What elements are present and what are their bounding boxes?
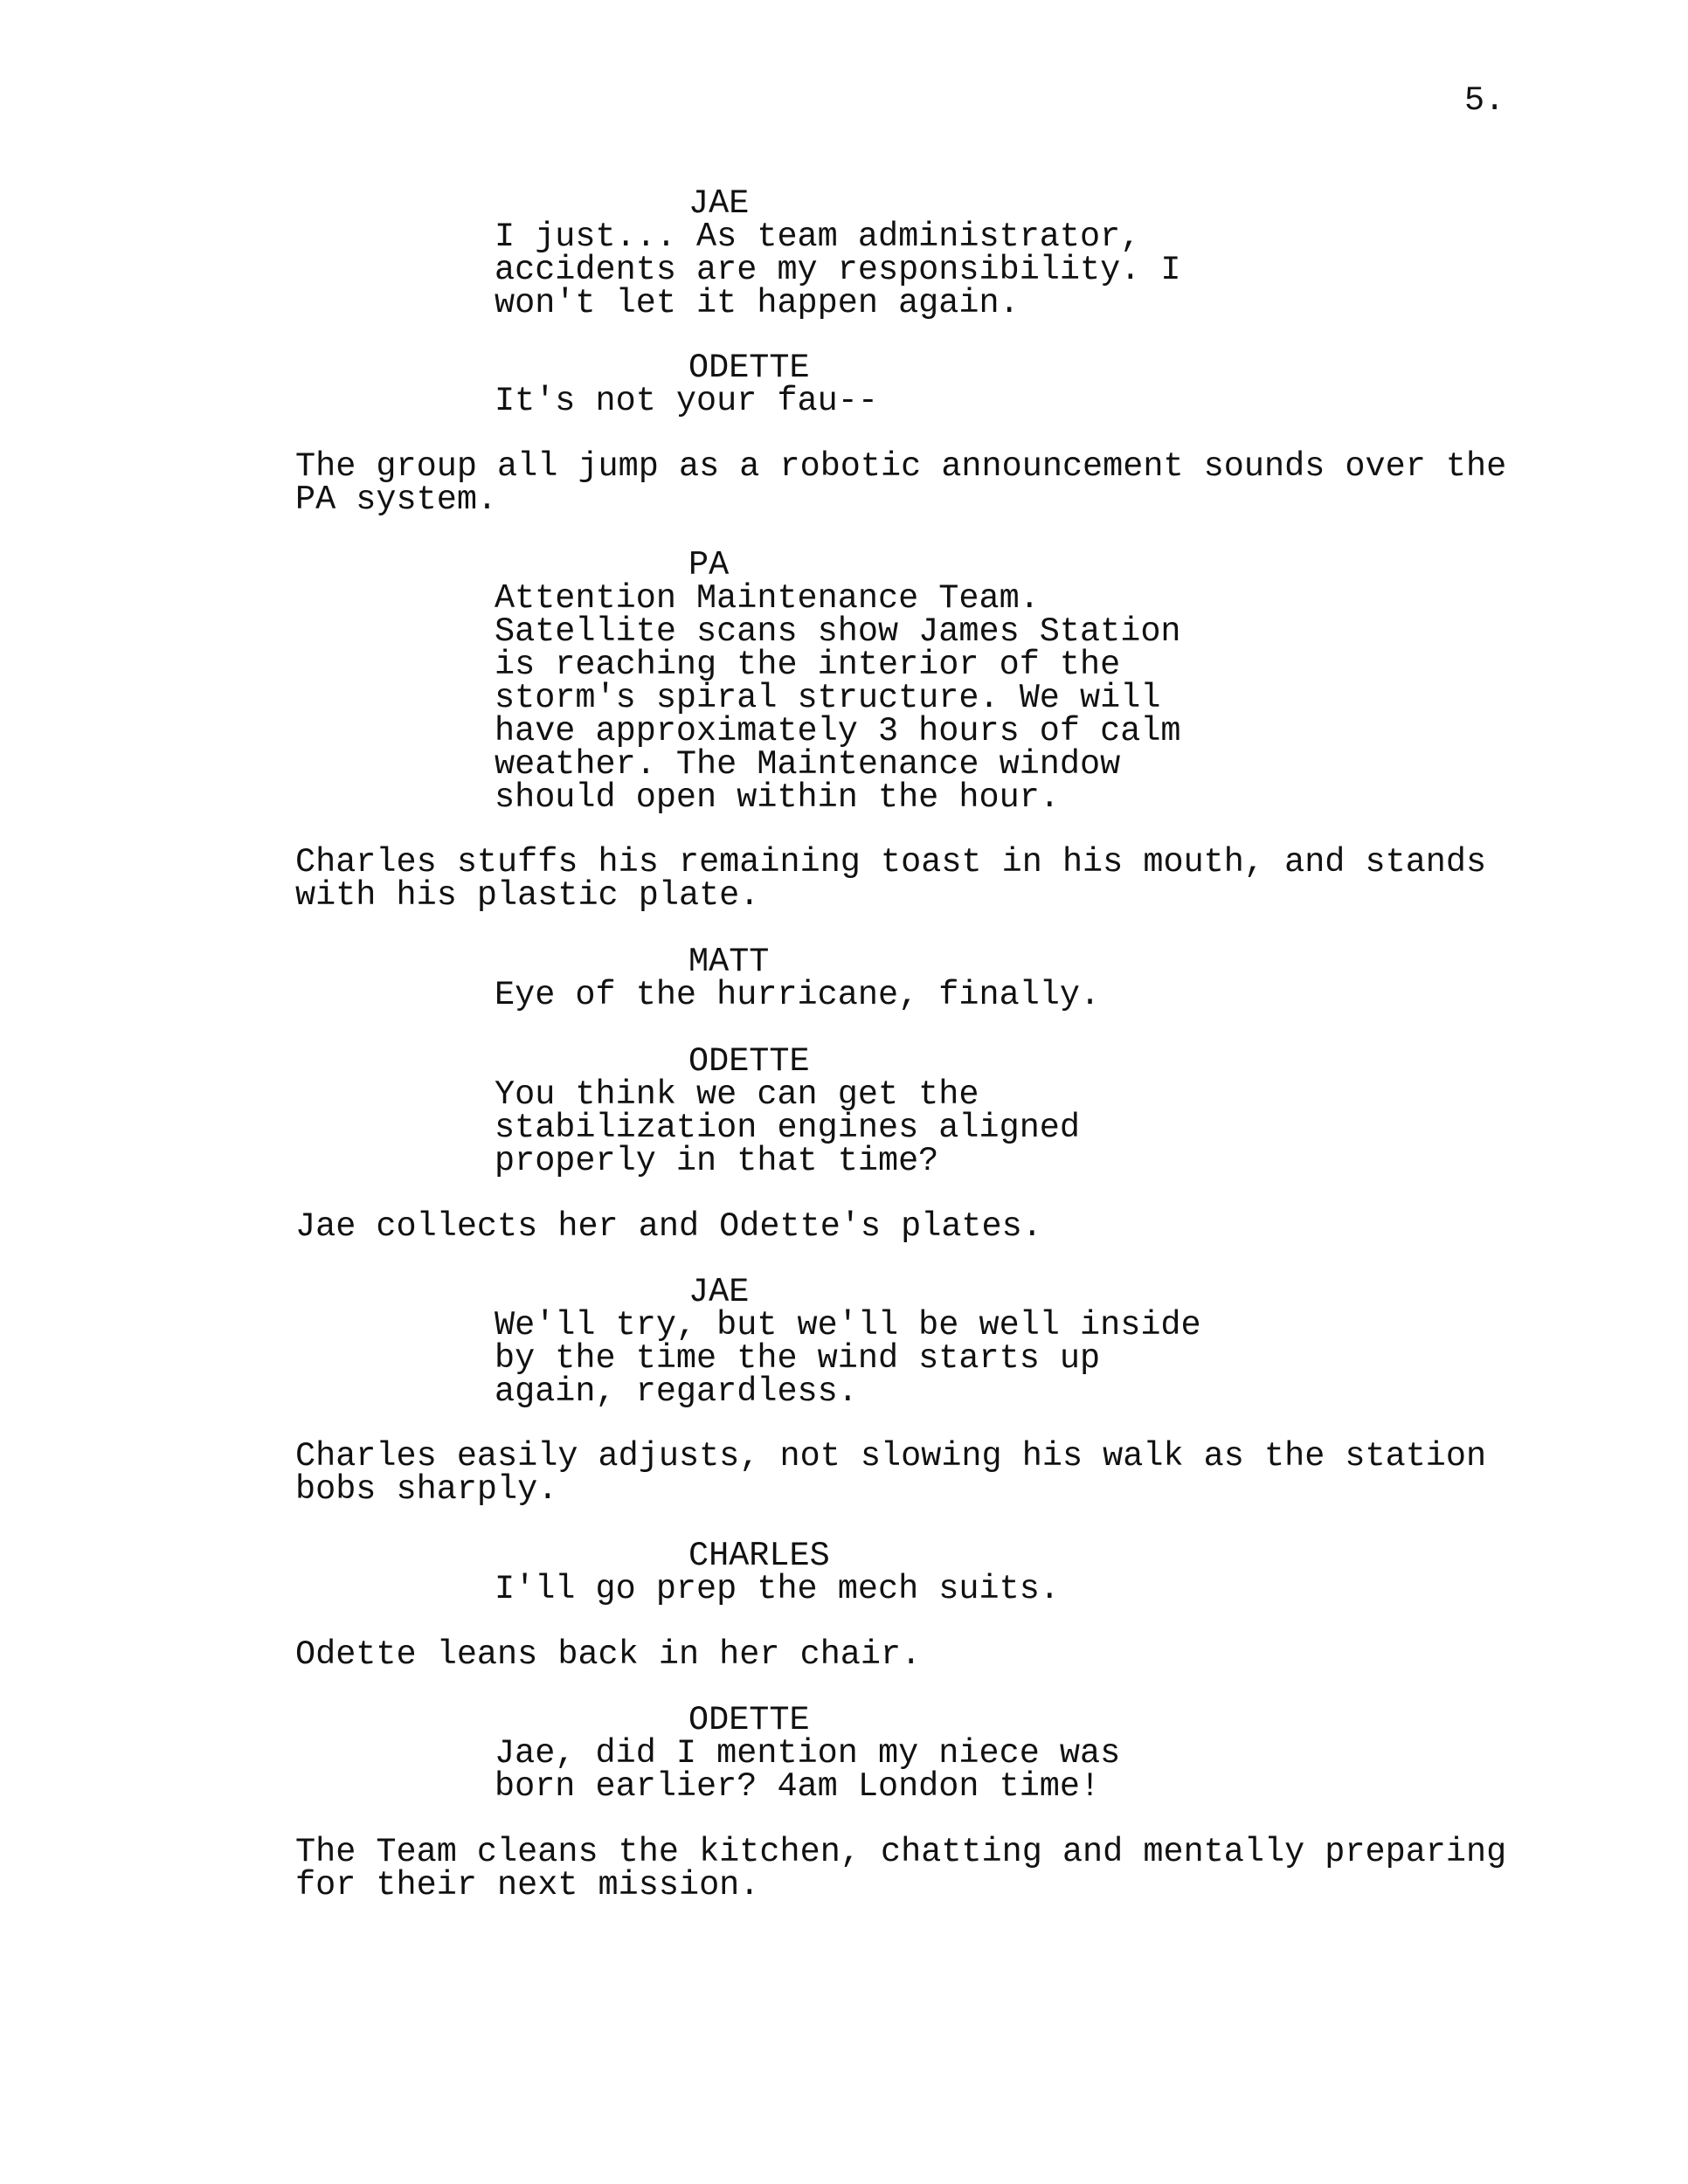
dialogue-line: properly in that time? [495, 1142, 939, 1180]
character-name-odette: ODETTE [688, 349, 810, 387]
action-text: for their next mission. [295, 1866, 760, 1904]
dialogue-line: won't let it happen again. [495, 284, 1020, 322]
character-name-odette: ODETTE [688, 1042, 810, 1081]
action-line [295, 1207, 1042, 1246]
dialogue-line: born earlier? 4am London time! [495, 1767, 1101, 1806]
action-text: Odette leans back in her chair. [295, 1635, 922, 1674]
action-text: The Team cleans the kitchen, chatting and mentally preparing [295, 1833, 1507, 1871]
dialogue-line: Eye of the hurricane, finally. [495, 976, 1101, 1014]
dialogue-matt [495, 978, 1100, 1012]
character-name-matt: MATT [688, 943, 770, 981]
character-name-charles: CHARLES [688, 1537, 830, 1575]
action-text: with his plastic plate. [295, 876, 760, 915]
dialogue-line: storm's spiral structure. We will [495, 679, 1161, 717]
dialogue-line: We'll try, but we'll be well inside [495, 1306, 1201, 1344]
character-name-jae: JAE [688, 184, 750, 223]
action-line [295, 447, 1507, 519]
action-line [295, 1437, 1487, 1509]
dialogue-line: weather. The Maintenance window [495, 745, 1121, 784]
dialogue-line: It's not your fau-- [495, 382, 878, 420]
dialogue-line: should open within the hour. [495, 778, 1060, 817]
dialogue-line: accidents are my responsibility. I [495, 251, 1181, 289]
action-line [295, 1635, 922, 1674]
character-name-jae: JAE [688, 1273, 750, 1311]
action-text: The group all jump as a robotic announcement sounds over the [295, 447, 1507, 486]
dialogue-line: is reaching the interior of the [495, 646, 1121, 684]
action-text: Jae collects her and Odette's plates. [295, 1207, 1042, 1246]
dialogue-line: by the time the wind starts up [495, 1339, 1101, 1378]
dialogue-line: You think we can get the [495, 1075, 979, 1114]
dialogue-line: Jae, did I mention my niece was [495, 1734, 1121, 1773]
action-text: PA system. [295, 480, 498, 519]
dialogue-odette [495, 1734, 1121, 1806]
dialogue-line: I just... As team administrator, [495, 218, 1141, 256]
character-name-odette: ODETTE [688, 1701, 810, 1739]
dialogue-line: stabilization engines aligned [495, 1109, 1081, 1147]
action-text: bobs sharply. [295, 1470, 558, 1509]
dialogue-jae [495, 220, 1181, 320]
action-text: Charles stuffs his remaining toast in his mouth, and stands [295, 843, 1487, 881]
dialogue-line: Attention Maintenance Team. [495, 579, 1040, 618]
dialogue-odette [495, 384, 878, 418]
action-line [295, 1835, 1506, 1902]
dialogue-charles [495, 1572, 1060, 1606]
dialogue-line: have approximately 3 hours of calm [495, 712, 1181, 750]
page-number: 5. [1464, 81, 1505, 120]
character-name-pa: PA [688, 546, 730, 584]
dialogue-line: again, regardless. [495, 1372, 858, 1411]
dialogue-jae [495, 1306, 1201, 1411]
action-text: Charles easily adjusts, not slowing his walk as the station [295, 1437, 1487, 1476]
dialogue-line: Satellite scans show James Station [495, 612, 1181, 651]
action-line [295, 843, 1487, 915]
dialogue-line: I'll go prep the mech suits. [495, 1570, 1060, 1608]
dialogue-pa [495, 579, 1181, 817]
dialogue-odette [495, 1075, 1081, 1180]
